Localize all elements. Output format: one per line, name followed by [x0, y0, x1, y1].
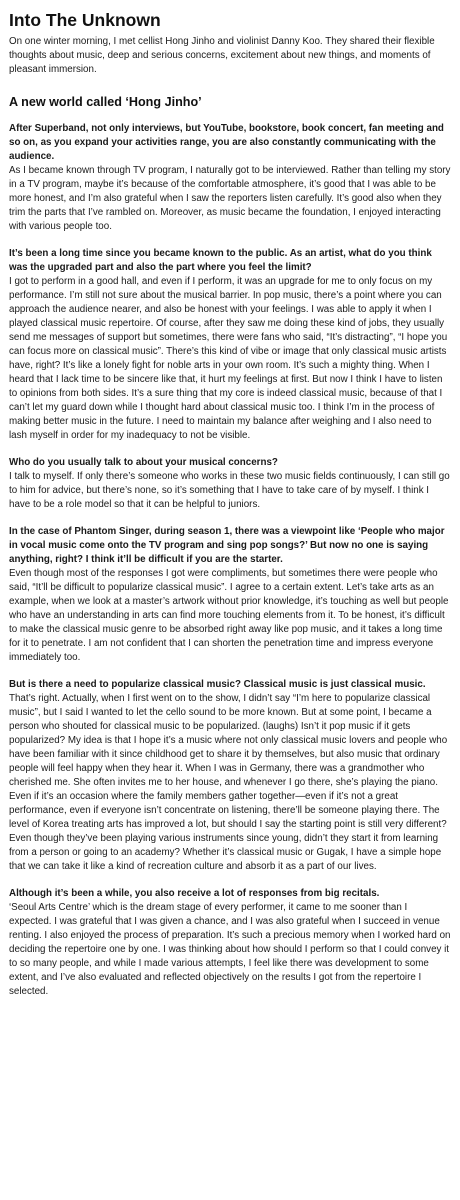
interview-answer: That’s right. Actually, when I first went on to the show, I didn’t say “I’m here to popularize classical music”, but I said I wanted to let the cello sound to be more known. But at some point, I became a person who shouted for classical music to be popularized. (laughs) Isn’t it pop music if it gets popularized? My idea is that I hope it’s a music where not only classical music lovers and people who have been familiar with it since childhood get to share it by themselves, but also music that ordinary people will feel happy when they hear it. When I was in Germany, there was a grandmother who cherished me. She often invites me to her house, and whenever I go there, she’s playing the piano. Even if it’s an occasion where the family members gather together—even if it’s not a great performance, even if everyone isn’t concentrate on listening, there’ll be someone playing there. The level of Korea treating arts has improved a lot, but should I say the starting point is still very different? Even though they’ve been playing various instruments since young, didn’t they start it from learning from a person or going to an academy? Whether it’s classical music or Gugak, I have a simple hope that we can take it like a kind of recreation culture and absorb it as a part of our lives. [9, 693, 448, 872]
qa-block [9, 525, 452, 665]
interview-question: But is there a need to popularize classical music? Classical music is just classical music. [9, 679, 426, 690]
interview-answer: As I became known through TV program, I naturally got to be interviewed. Rather than telling my story in a TV program, maybe it’s because of the comfortable atmosphere, it’s good that I was able to be more honest, and I’m also grateful when I saw the reporters listen carefully. It’s good also when they trim the parts that I’ve rambled on. Moreover, as music became the foundation, I enjoyed interacting with various people too. [9, 165, 451, 232]
qa-block [9, 887, 452, 999]
interview-question: It’s been a long time since you became known to the public. As an artist, what do you think was the upgraded part and also the part where you feel the limit? [9, 248, 432, 273]
qa-block [9, 678, 452, 874]
qa-block [9, 122, 452, 234]
interview-question: Who do you usually talk to about your musical concerns? [9, 457, 278, 468]
interview-answer: ‘Seoul Arts Centre’ which is the dream stage of every performer, it came to me sooner than I expected. I was grateful that I was given a chance, and I was also grateful when I succeed in venue renting. I also enjoyed the process of preparation. It’s such a precious memory when I worked hard on deciding the repertoire one by one. I was thinking about how should I perform so that I could convey it to so many people, and while I made various attempts, I feel like there was development to some extent, and I’ve also evaluated and reflected objectively on the results I got from the repertoire I selected. [9, 902, 451, 997]
section-title: A new world called ‘Hong Jinho’ [9, 95, 202, 109]
qa-block [9, 456, 452, 512]
article-intro: On one winter morning, I met cellist Hong Jinho and violinist Danny Koo. They shared their flexible thoughts about music, deep and serious concerns, excitement about new things, and moments of pleasant immersion. [9, 36, 435, 75]
interview-question: In the case of Phantom Singer, during season 1, there was a viewpoint like ‘People who major in vocal music come onto the TV program and sing pop songs?’ But now no one is saying anything, right? I think it’ll be difficult if you are the starter. [9, 526, 445, 565]
interview-answer: I talk to myself. If only there’s someone who works in these two music fields continuously, I can still go to him for advice, but there’s none, so it’s something that I have to take care of by myself. I think I have to be a role model so that it can be helpful to juniors. [9, 471, 450, 510]
qa-block [9, 247, 452, 443]
interview-question: After Superband, not only interviews, but YouTube, bookstore, book concert, fan meeting and so on, as you expand your activities range, you are also constantly communicating with the audience. [9, 123, 444, 162]
interview-answer: Even though most of the responses I got were compliments, but sometimes there were people who said, “It’ll be difficult to popularize classical music”. I agree to a certain extent. Let’s take arts as an example, when we look at a master’s artwork without prior knowledge, it’s touching as well but people who have an understanding in arts can find more touching elements from it. To be honest, it’s difficult to make the classical music genre to be absorbed right away like pop music, and it takes a long time for it to penetrate. I am not confident that I can shorten the penetration time and impress everyone immediately too. [9, 568, 449, 663]
interview-question: Although it’s been a while, you also receive a lot of responses from big recitals. [9, 888, 380, 899]
article-title: Into The Unknown [9, 10, 161, 30]
interview-answer: I got to perform in a good hall, and even if I perform, it was an upgrade for me to only focus on my performance. I’m still not sure about the musical barrier. In pop music, there’s a point where you can approach the audience nearer, and also be honest with your feelings. I was able to apply it when I played classical music repertoire. Of course, after they saw me doing these kind of jobs, they usually send me messages of support but sometimes, there were fans who said, “It’s distracting”, “I hope you can focus more on classical music”. There’s this kind of vibe or image that only classical music artists have, right? It’s like a lonely fight for noble arts in your own room. It’s such a mighty thing. When I heard that I lack time to be sincere like that, it hurt my feelings at first. But now I think I have to listen to opinions from both sides. It’s a sure thing that my core is indeed classical music, because of that I can’t let my guard down while I thought hard about classical music too. I think I’m in the process of making better music in the future. I need to maintain my balance after weighing and I also need to lash myself in order for my inadequacy to not be visible. [9, 276, 448, 441]
